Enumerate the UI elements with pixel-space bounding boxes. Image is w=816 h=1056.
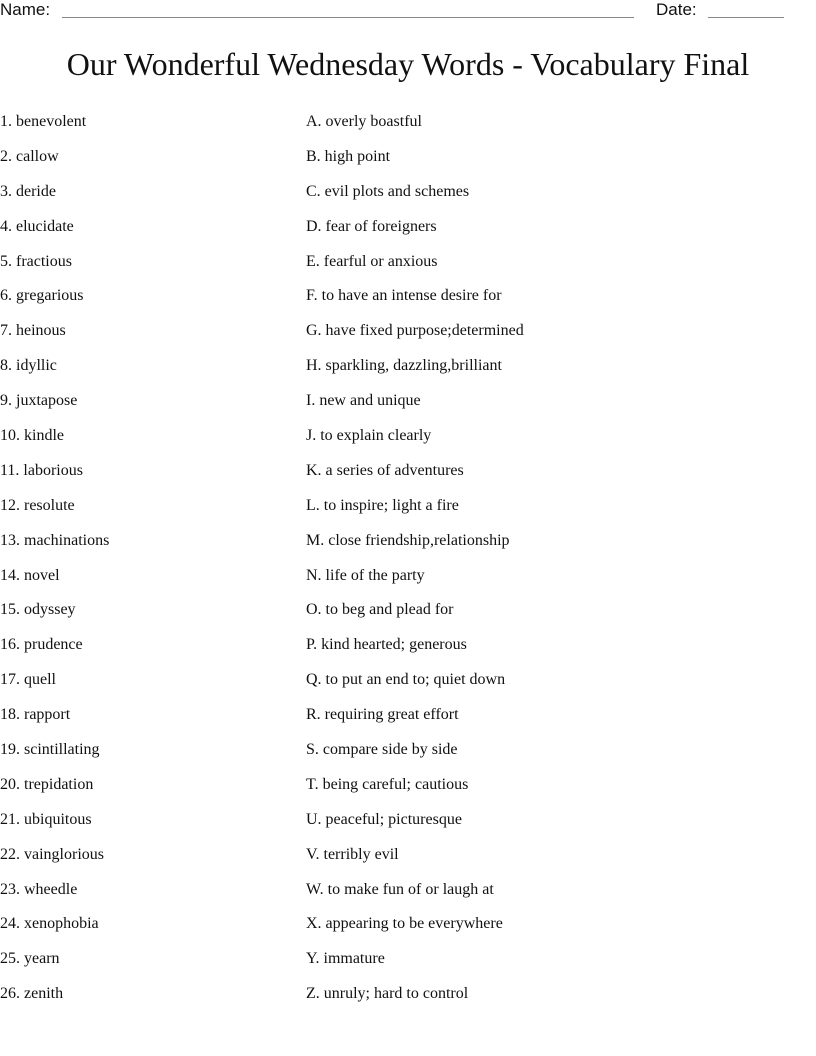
word-item: 13. machinations xyxy=(0,531,110,549)
definition-item: W. to make fun of or laugh at xyxy=(306,880,494,898)
word-item: 18. rapport xyxy=(0,706,71,724)
definition-item: Q. to put an end to; quiet down xyxy=(306,671,506,689)
header-fields xyxy=(0,0,816,24)
word-item: 11. laborious xyxy=(0,461,83,479)
definition-item: K. a series of adventures xyxy=(306,461,464,479)
vocabulary-word-list xyxy=(0,112,290,1019)
definition-item: I. new and unique xyxy=(306,392,421,410)
name-label: Name: xyxy=(0,0,51,19)
definition-item: P. kind hearted; generous xyxy=(306,636,467,654)
word-item: 23. wheedle xyxy=(0,880,78,898)
date-label: Date: xyxy=(656,0,697,19)
definition-item: J. to explain clearly xyxy=(306,427,432,445)
definition-item: F. to have an intense desire for xyxy=(306,287,502,305)
definition-item: D. fear of foreigners xyxy=(306,217,437,235)
word-item: 5. fractious xyxy=(0,252,72,270)
definition-item: U. peaceful; picturesque xyxy=(306,810,462,828)
definition-item: R. requiring great effort xyxy=(306,706,459,724)
word-item: 6. gregarious xyxy=(0,287,84,305)
definition-item: X. appearing to be everywhere xyxy=(306,915,503,933)
definition-item: G. have fixed purpose;determined xyxy=(306,322,524,340)
word-item: 4. elucidate xyxy=(0,217,74,235)
word-item: 17. quell xyxy=(0,671,56,689)
definition-item: C. evil plots and schemes xyxy=(306,182,470,200)
word-item: 3. deride xyxy=(0,182,56,200)
definition-item: L. to inspire; light a fire xyxy=(306,496,459,514)
word-item: 19. scintillating xyxy=(0,741,100,759)
definition-item: V. terribly evil xyxy=(306,845,399,863)
word-item: 20. trepidation xyxy=(0,775,94,793)
page-title: Our Wonderful Wednesday Words - Vocabulary Final xyxy=(66,46,750,82)
definition-item: O. to beg and plead for xyxy=(306,601,454,619)
definition-item: S. compare side by side xyxy=(306,741,458,759)
definition-item: A. overly boastful xyxy=(306,113,422,130)
word-item: 22. vainglorious xyxy=(0,845,104,863)
definition-item: M. close friendship,relationship xyxy=(306,531,510,549)
word-item: 1. benevolent xyxy=(0,113,87,130)
word-item: 26. zenith xyxy=(0,985,64,1003)
date-blank-line[interactable] xyxy=(708,17,784,18)
definition-item: Z. unruly; hard to control xyxy=(306,985,469,1003)
word-item: 16. prudence xyxy=(0,636,83,654)
word-item: 15. odyssey xyxy=(0,601,76,619)
definition-item: Y. immature xyxy=(306,950,385,968)
name-blank-line[interactable] xyxy=(62,17,634,18)
definition-item: B. high point xyxy=(306,147,391,165)
word-item: 8. idyllic xyxy=(0,357,57,375)
word-item: 2. callow xyxy=(0,147,59,165)
word-item: 14. novel xyxy=(0,566,60,584)
word-item: 12. resolute xyxy=(0,496,75,514)
word-item: 21. ubiquitous xyxy=(0,810,92,828)
word-item: 10. kindle xyxy=(0,427,64,445)
word-item: 9. juxtapose xyxy=(0,392,78,410)
definition-item: H. sparkling, dazzling,brilliant xyxy=(306,357,502,375)
word-item: 24. xenophobia xyxy=(0,915,99,933)
definition-item: E. fearful or anxious xyxy=(306,252,438,270)
word-item: 7. heinous xyxy=(0,322,66,340)
definition-list xyxy=(306,112,786,1019)
definition-item: N. life of the party xyxy=(306,566,425,584)
word-item: 25. yearn xyxy=(0,950,60,968)
definition-item: T. being careful; cautious xyxy=(306,775,469,793)
